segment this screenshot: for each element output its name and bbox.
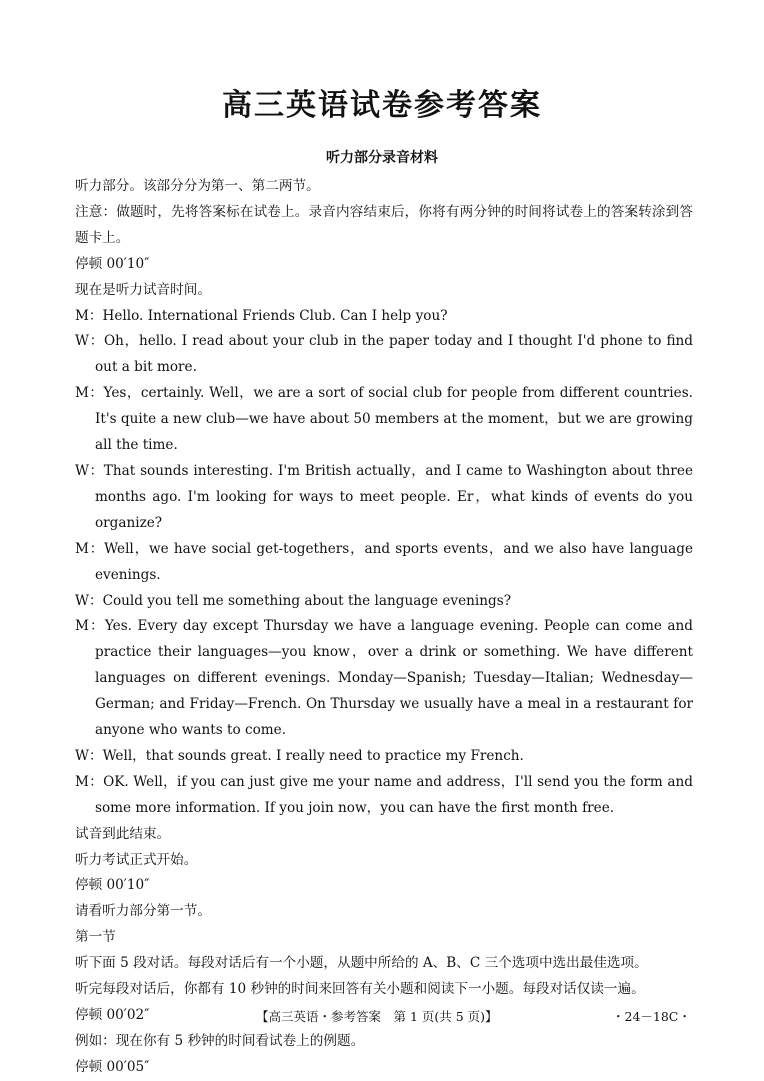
transcript-line: 第一节: [75, 929, 116, 946]
transcript-line: 听力考试正式开始。: [75, 851, 198, 868]
transcript-line: 停顿 00′10″: [75, 877, 150, 894]
transcript-line: 试音到此结束。: [75, 825, 171, 842]
page-code: ・24－18C・: [612, 1009, 691, 1024]
page-title: 高三英语试卷参考答案: [222, 88, 542, 123]
section-subtitle: 听力部分录音材料: [326, 150, 438, 166]
dialogue-line: M：Hello. International Friends Club. Can I help you?: [75, 307, 448, 324]
transcript-body: [75, 174, 693, 1081]
instruction-note: 注意：做题时，先将答案标在试卷上。录音内容结束后，你将有两分钟的时间将试卷上的答案转涂到答题卡上。: [75, 203, 693, 246]
dialogue-line: M：OK. Well，if you can just give me your name and address，I'll send you the form and some more information. If you join now，you can have the first month free.: [75, 773, 693, 816]
dialogue-line: M：Well，we have social get-togethers，and sports events，and we also have language evenings.: [75, 540, 693, 583]
dialogue-line: W：Could you tell me something about the language evenings?: [75, 592, 511, 609]
dialogue-line: W：Well，that sounds great. I really need to practice my French.: [75, 747, 524, 764]
transcript-line: 请看听力部分第一节。: [75, 903, 211, 920]
transcript-line: 现在是听力试音时间。: [75, 281, 211, 298]
dialogue-line: M：Yes，certainly. Well，we are a sort of social club for people from different countries. It's quite a new club—we have about 50 members at the moment，but we are growing all the time.: [75, 385, 693, 454]
dialogue-line: W：Oh，hello. I read about your club in the paper today and I thought I'd phone to find out a bit more.: [75, 333, 693, 376]
transcript-line: 停顿 00′10″: [75, 255, 150, 272]
page-footer: 【高三英语・参考答案 第 1 页(共 5 页)】: [256, 1009, 498, 1024]
transcript-line: 例如：现在你有 5 秒钟的时间看试卷上的例题。: [75, 1032, 365, 1049]
transcript-line: 听完每段对话后，你都有 10 秒钟的时间来回答有关小题和阅读下一小题。每段对话仅读一遍。: [75, 981, 645, 998]
dialogue-line: M：Yes. Every day except Thursday we have a language evening. People can come and practice their languages—you know，over a drink or something. We have different languages on different evenings. Monday—Spanish; Tuesday—Italian; Wednesday—German; and Friday—French. On Thursday we usually have a meal in a restaurant for anyone who wants to come.: [75, 618, 693, 739]
transcript-line: 听下面 5 段对话。每段对话后有一个小题，从题中所给的 A、B、C 三个选项中选出最佳选项。: [75, 955, 648, 972]
transcript-line: 停顿 00′05″: [75, 1058, 150, 1075]
dialogue-line: W：That sounds interesting. I'm British actually，and I came to Washington about three months ago. I'm looking for ways to meet people. Er，what kinds of events do you organize?: [75, 462, 693, 531]
transcript-line: 听力部分。该部分分为第一、第二两节。: [75, 178, 320, 194]
transcript-line: 停顿 00′02″: [75, 1007, 150, 1023]
